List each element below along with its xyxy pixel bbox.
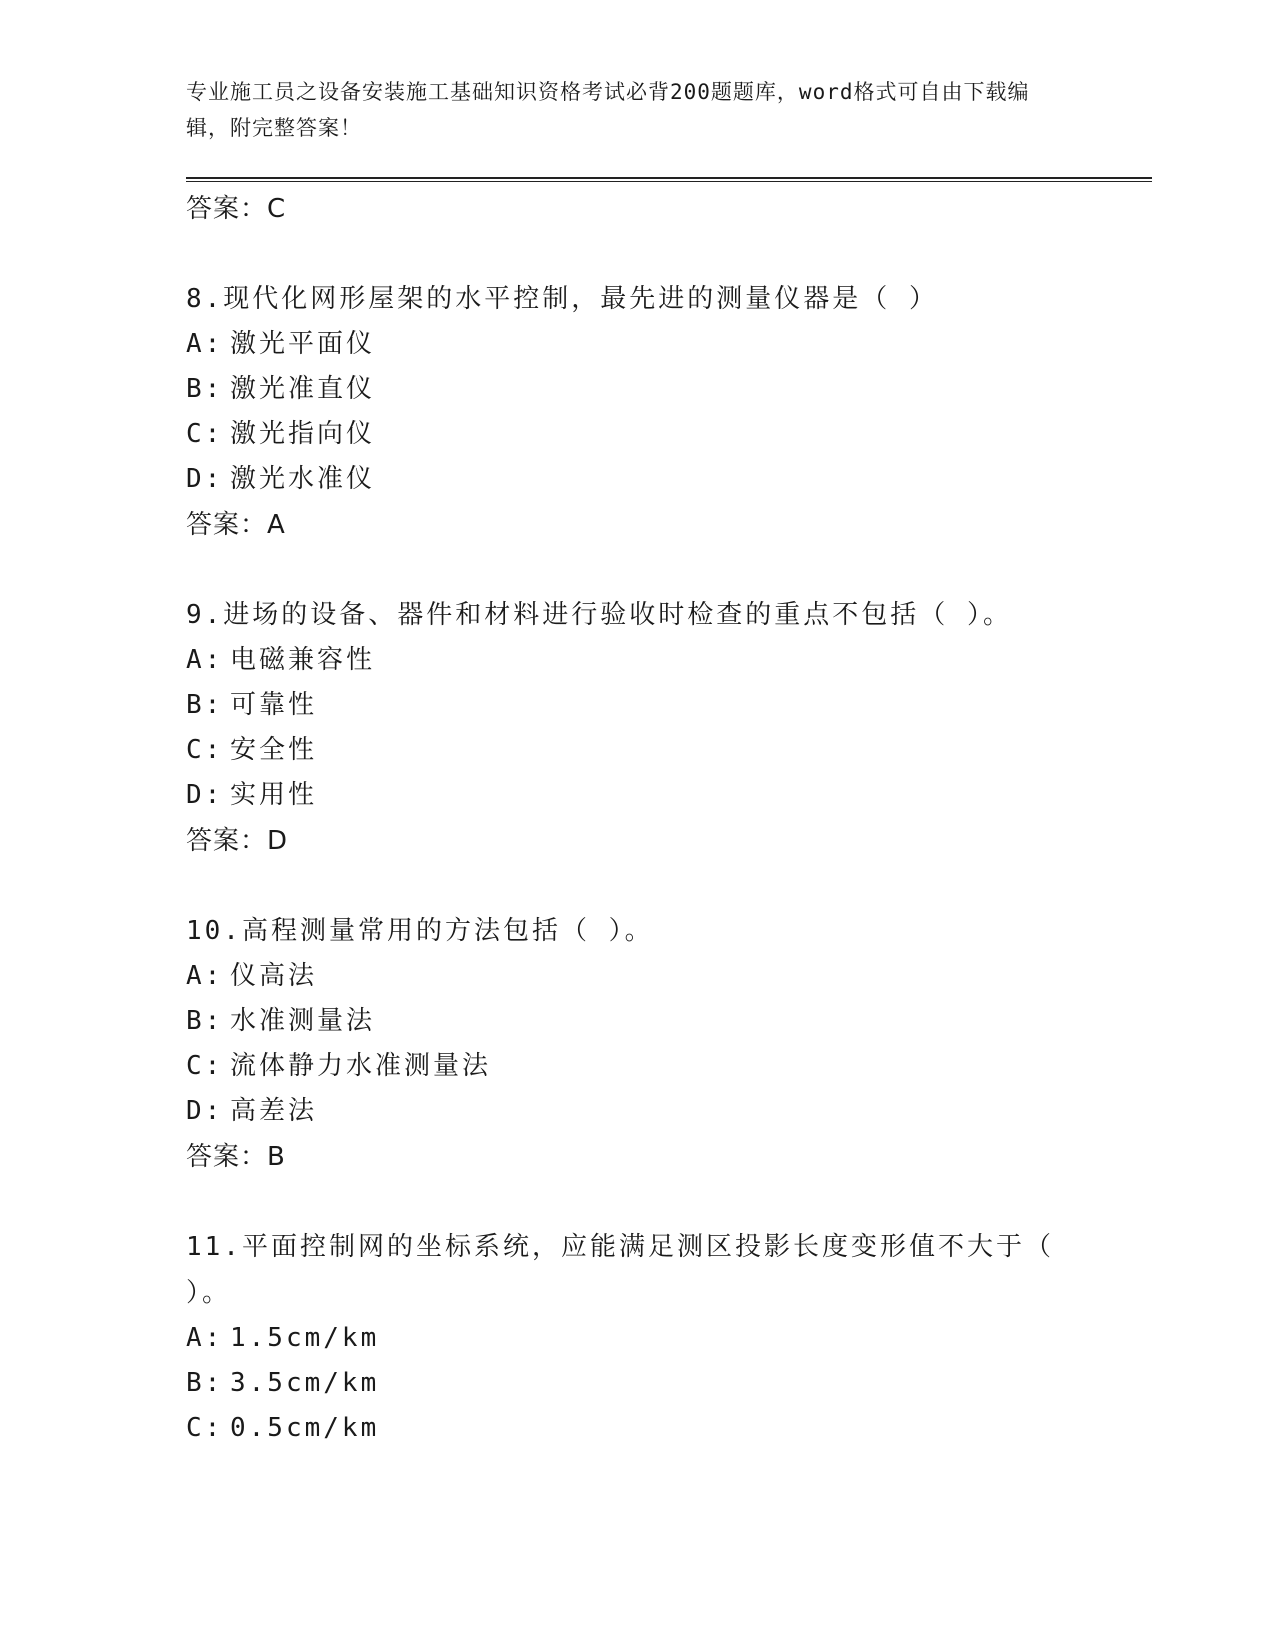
option-key: B:: [186, 374, 224, 404]
option-c: [186, 412, 1086, 457]
option-text: 高差法: [230, 1096, 318, 1126]
option-b: [186, 1361, 1086, 1406]
option-key: A:: [186, 329, 224, 359]
option-text: 3.5cm/km: [230, 1368, 380, 1398]
option-text: 流体静力水准测量法: [230, 1051, 492, 1081]
option-c: [186, 1406, 1086, 1451]
option-text: 可靠性: [230, 690, 318, 720]
question-stem: 10.高程测量常用的方法包括（ ）。: [186, 916, 654, 946]
option-key: D:: [186, 780, 224, 810]
option-text: 激光水准仪: [230, 464, 376, 494]
option-key: A:: [186, 645, 224, 675]
question-block-10: [186, 908, 1086, 1180]
option-d: [186, 1089, 1086, 1134]
option-text: 激光指向仪: [230, 419, 376, 449]
option-b: [186, 367, 1086, 412]
option-text: 实用性: [230, 780, 318, 810]
question-stem: 8.现代化网形屋架的水平控制，最先进的测量仪器是（ ）: [186, 284, 938, 314]
option-text: 水准测量法: [230, 1006, 376, 1036]
option-d: [186, 773, 1086, 818]
answer-line: 答案：A: [186, 510, 286, 540]
document-body: [186, 186, 1086, 1451]
option-a: [186, 638, 1086, 683]
answer-line: 答案：D: [186, 826, 289, 856]
option-text: 仪高法: [230, 961, 318, 991]
previous-answer: 答案：C: [186, 194, 287, 224]
option-key: B:: [186, 690, 224, 720]
option-d: [186, 457, 1086, 502]
option-key: A:: [186, 1323, 224, 1353]
option-b: [186, 999, 1086, 1044]
document-header: 专业施工员之设备安装施工基础知识资格考试必背200题题库，word格式可自由下载编辑，附完整答案！: [186, 80, 1030, 140]
header-divider: [186, 177, 1152, 182]
option-key: D:: [186, 464, 224, 494]
option-text: 安全性: [230, 735, 318, 765]
option-key: A:: [186, 961, 224, 991]
option-b: [186, 683, 1086, 728]
option-key: B:: [186, 1368, 224, 1398]
option-c: [186, 728, 1086, 773]
option-key: C:: [186, 419, 224, 449]
option-text: 激光平面仪: [230, 329, 376, 359]
option-a: [186, 954, 1086, 999]
question-stem: 11.平面控制网的坐标系统，应能满足测区投影长度变形值不大于（ ）。: [186, 1232, 1054, 1308]
option-key: C:: [186, 735, 224, 765]
option-key: B:: [186, 1006, 224, 1036]
option-a: [186, 322, 1086, 367]
option-a: [186, 1316, 1086, 1361]
question-block-9: [186, 592, 1086, 864]
question-stem: 9.进场的设备、器件和材料进行验收时检查的重点不包括（ ）。: [186, 600, 1012, 630]
question-block-8: [186, 276, 1086, 548]
option-key: D:: [186, 1096, 224, 1126]
option-text: 1.5cm/km: [230, 1323, 380, 1353]
option-c: [186, 1044, 1086, 1089]
option-key: C:: [186, 1051, 224, 1081]
option-text: 电磁兼容性: [230, 645, 376, 675]
option-text: 0.5cm/km: [230, 1413, 380, 1443]
option-text: 激光准直仪: [230, 374, 376, 404]
question-block-11: [186, 1224, 1086, 1451]
option-key: C:: [186, 1413, 224, 1443]
answer-line: 答案：B: [186, 1142, 286, 1172]
